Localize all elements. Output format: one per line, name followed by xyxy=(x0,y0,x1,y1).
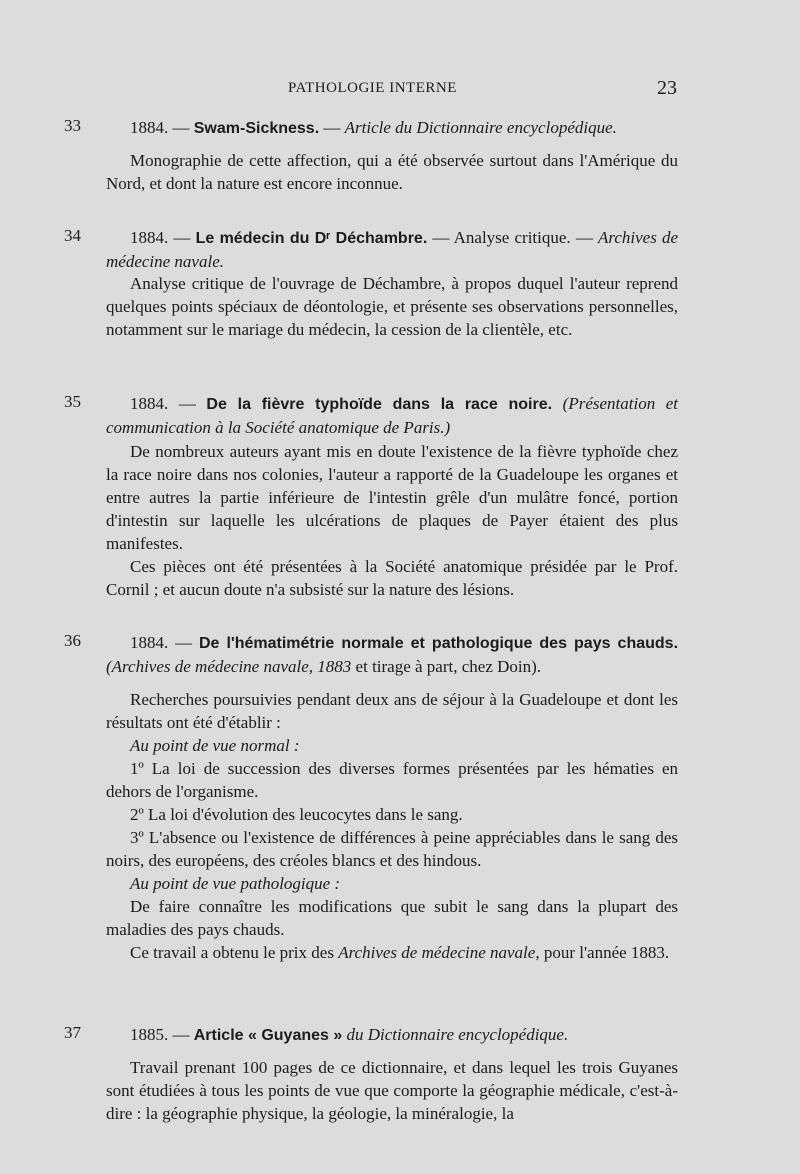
entry-year: 1884. — xyxy=(130,118,190,137)
entry-number: 33 xyxy=(64,116,81,135)
paragraph: Recherches poursuivies pendant deux ans de séjour à la Guadeloupe et dont les résultats ont été d'établir : xyxy=(106,690,678,732)
entry-source: (Archives de médecine navale, 1883 xyxy=(106,657,352,676)
prize-text: Ce travail a obtenu le prix des xyxy=(130,943,334,962)
running-head xyxy=(0,77,800,104)
entry-source: du Dictionnaire encyclopédique. xyxy=(346,1025,569,1044)
entry-body xyxy=(106,688,678,964)
entry-heading xyxy=(106,392,678,439)
entry-number: 35 xyxy=(64,392,81,411)
entry-body xyxy=(106,1056,678,1125)
entry-source: Article du Dictionnaire encyclopédique. xyxy=(344,118,617,137)
entry-mid: — Analyse critique. — xyxy=(432,228,593,247)
prize-text-end: pour l'année 1883. xyxy=(543,943,670,962)
entry-heading xyxy=(106,631,678,678)
entry-year: 1884. — xyxy=(130,394,196,413)
entry-body xyxy=(106,272,678,341)
subheading-normal: Au point de vue normal : xyxy=(130,736,300,755)
list-item: 3º L'absence ou l'existence de différences à peine appréciables dans le sang des noirs, des européens, des créoles blancs et des hindous. xyxy=(106,828,678,870)
entry-number: 34 xyxy=(64,226,81,245)
entry-title: De l'hématimétrie normale et pathologique des pays chauds. xyxy=(198,635,679,652)
paragraph: De nombreux auteurs ayant mis en doute l'existence de la fièvre typhoïde chez la race noire dans nos colonies, l'auteur a rapporté de la Guadeloupe les organes et entre autres la partie inférieure de l'intestin grêle d'un mulâtre foncé, portion d'intestin sur laquelle les ulcérations de plaques de Payer étaient des plus manifestes. xyxy=(106,442,678,553)
paragraph: Travail prenant 100 pages de ce dictionnaire, et dans lequel les trois Guyanes sont étudiées à tous les points de vue que comporte la géographie médicale, c'est-à-dire : la géographie physique, la géologie, la minéralogie, la xyxy=(106,1058,678,1123)
list-item: 1º La loi de succession des diverses formes présentées par les hématies en dehors de l'organisme. xyxy=(106,759,678,801)
subheading-pathologique: Au point de vue pathologique : xyxy=(130,874,341,893)
entry-year: 1884. — xyxy=(130,228,191,247)
entry-heading xyxy=(106,116,678,140)
entry-source: (Présentation et communication à la Société anatomique de Paris.) xyxy=(106,394,679,437)
entry-heading xyxy=(106,1023,678,1047)
entry-body xyxy=(106,440,678,601)
paragraph: Ces pièces ont été présentées à la Société anatomique présidée par le Prof. Cornil ; et aucun doute n'a subsisté sur la nature des lésions. xyxy=(106,557,678,599)
paragraph: Monographie de cette affection, qui a été observée surtout dans l'Amérique du Nord, et dont la nature est encore inconnue. xyxy=(106,151,678,193)
entry-separator: — xyxy=(323,118,341,137)
entry-title: Swam-Sickness. xyxy=(193,120,320,137)
entry-heading xyxy=(106,226,678,273)
prize-source: Archives de médecine navale, xyxy=(338,943,540,962)
paragraph: De faire connaître les modifications que subit le sang dans la plupart des maladies des pays chauds. xyxy=(106,897,678,939)
running-title: PATHOLOGIE INTERNE xyxy=(288,80,457,96)
entry-source-rest: et tirage à part, chez Doin). xyxy=(355,657,542,676)
prize-paragraph xyxy=(106,941,678,964)
entry-title: Article « Guyanes » xyxy=(193,1027,343,1044)
entry-number: 37 xyxy=(64,1023,81,1042)
page-number: 23 xyxy=(657,77,677,99)
entry-year: 1885. — xyxy=(130,1025,190,1044)
entry-body xyxy=(106,149,678,195)
paragraph: Analyse critique de l'ouvrage de Déchambre, à propos duquel l'auteur reprend quelques points spéciaux de déontologie, et présente ses observations personnelles, notamment sur le mariage du médecin, la cession de la clientèle, etc. xyxy=(106,274,678,339)
entry-title: De la fièvre typhoïde dans la race noire. xyxy=(206,396,553,413)
list-item: 2º La loi d'évolution des leucocytes dans le sang. xyxy=(130,805,463,824)
entry-number: 36 xyxy=(64,631,81,650)
entry-title: Le médecin du Dʳ Déchambre. xyxy=(195,230,428,247)
entry-year: 1884. — xyxy=(130,633,193,652)
entry-source: Archives de médecine navale. xyxy=(106,228,679,271)
